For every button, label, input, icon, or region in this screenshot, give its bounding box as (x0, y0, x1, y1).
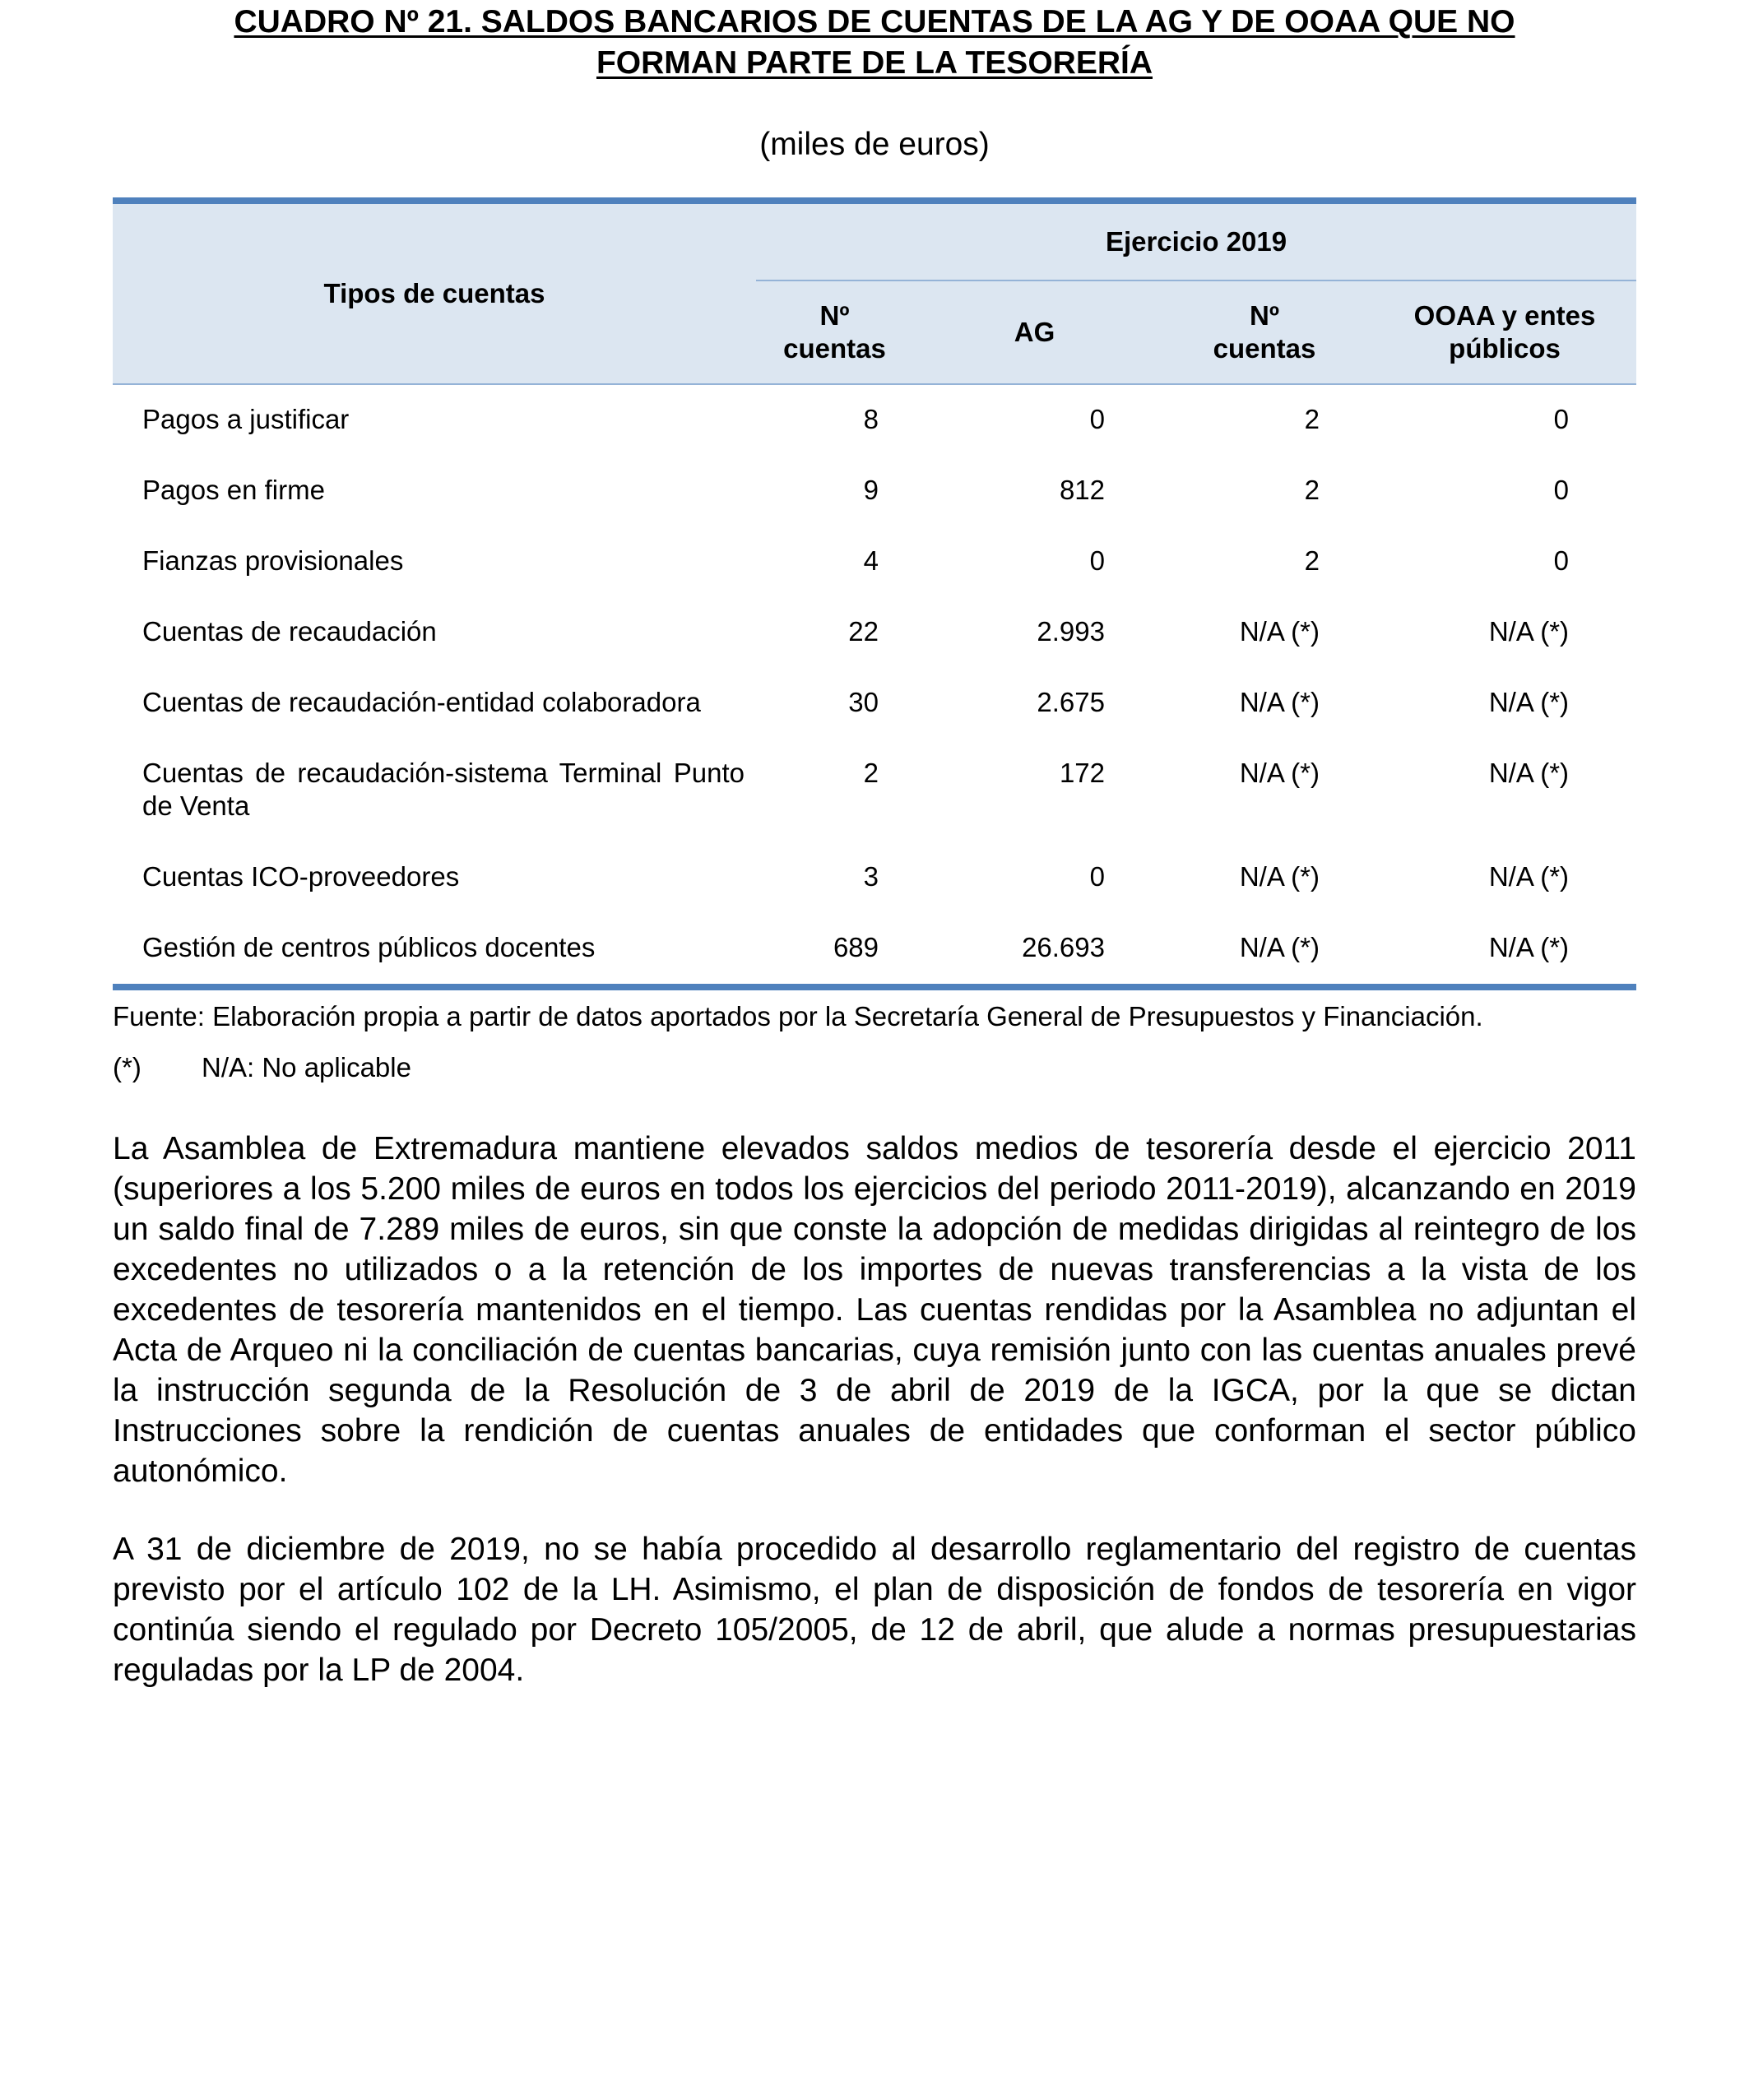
row-label: Pagos en firme (142, 475, 325, 505)
row-label: Gestión de centros públicos docentes (142, 932, 596, 962)
cell-n-cuentas-ag: 8 (863, 404, 879, 434)
cell-n-cuentas-ooaa: N/A (*) (1239, 687, 1320, 717)
cell-ooaa: 0 (1553, 475, 1570, 505)
table-row (113, 913, 1636, 984)
cell-ooaa: 0 (1553, 545, 1570, 576)
cell-ag: 0 (1089, 404, 1105, 434)
table-row (113, 526, 1636, 597)
cell-ag: 0 (1089, 861, 1105, 892)
cell-n-cuentas-ooaa: N/A (*) (1239, 932, 1320, 962)
cell-ooaa: N/A (*) (1488, 616, 1570, 647)
cell-n-cuentas-ag: 9 (863, 475, 879, 505)
header-n-cuentas-ag-line-2: cuentas (783, 333, 886, 364)
cell-n-cuentas-ooaa: 2 (1304, 475, 1320, 505)
header-ag: AG (913, 280, 1156, 384)
table-row (113, 739, 1636, 842)
cell-ag: 26.693 (1022, 932, 1105, 962)
table-row (113, 668, 1636, 739)
cell-n-cuentas-ag: 22 (848, 616, 879, 647)
header-n-cuentas-ag-line-1: Nº (819, 300, 850, 331)
cell-ooaa: N/A (*) (1488, 687, 1570, 717)
header-ooaa-line-1: OOAA y entes (1413, 300, 1596, 331)
row-label: Pagos a justificar (142, 404, 350, 434)
cell-ag: 0 (1089, 545, 1105, 576)
cell-n-cuentas-ag: 30 (848, 687, 879, 717)
cell-ooaa: N/A (*) (1488, 932, 1570, 962)
footnote-text: N/A: No aplicable (202, 1052, 411, 1082)
cell-ag: 172 (1059, 758, 1105, 788)
footnote-mark: (*) (113, 1052, 141, 1082)
cell-ag: 2.993 (1037, 616, 1105, 647)
bank-balances-table (113, 204, 1636, 984)
table-row (113, 842, 1636, 913)
header-n-cuentas-ooaa-line-2: cuentas (1213, 333, 1316, 364)
table-header (113, 204, 1636, 384)
header-tipos-de-cuentas: Tipos de cuentas (113, 204, 756, 384)
row-label: Cuentas de recaudación (142, 616, 437, 647)
cell-ooaa: N/A (*) (1488, 758, 1570, 788)
table-row (113, 456, 1636, 526)
row-label: Cuentas ICO-proveedores (142, 861, 460, 892)
cell-n-cuentas-ag: 3 (863, 861, 879, 892)
table-unit: (miles de euros) (759, 127, 990, 162)
header-n-cuentas-ag (756, 280, 913, 384)
row-label: Cuentas de recaudación-entidad colaboradora (142, 687, 701, 717)
cell-n-cuentas-ag: 4 (863, 545, 879, 576)
cell-n-cuentas-ooaa: 2 (1304, 404, 1320, 434)
table-title (113, 0, 1636, 84)
table-row (113, 597, 1636, 668)
cell-n-cuentas-ooaa: N/A (*) (1239, 758, 1320, 788)
row-label: Cuentas de recaudación-sistema Terminal Punto de Venta (142, 758, 745, 821)
header-ooaa-entes-publicos (1373, 280, 1636, 384)
cell-n-cuentas-ooaa: 2 (1304, 545, 1320, 576)
header-ejercicio-2019: Ejercicio 2019 (756, 204, 1636, 280)
table-frame (113, 197, 1636, 990)
document-page (113, 0, 1636, 1690)
cell-ooaa: N/A (*) (1488, 861, 1570, 892)
cell-n-cuentas-ag: 2 (863, 758, 879, 788)
cell-ag: 812 (1059, 475, 1105, 505)
table-source: Fuente: Elaboración propia a partir de datos aportados por la Secretaría General de Presupuestos y Financiación. (113, 1001, 1483, 1031)
table-footnote (113, 1051, 1636, 1084)
table-title-line-2: FORMAN PARTE DE LA TESORERÍA (596, 45, 1153, 81)
cell-ooaa: 0 (1553, 404, 1570, 434)
cell-ag: 2.675 (1037, 687, 1105, 717)
cell-n-cuentas-ooaa: N/A (*) (1239, 616, 1320, 647)
header-n-cuentas-ooaa (1156, 280, 1373, 384)
cell-n-cuentas-ag: 689 (833, 932, 879, 962)
table-row (113, 384, 1636, 456)
header-n-cuentas-ooaa-line-1: Nº (1250, 300, 1279, 331)
header-ooaa-line-2: públicos (1449, 333, 1561, 364)
body-paragraph-1: La Asamblea de Extremadura mantiene elevados saldos medios de tesorería desde el ejercicio 2011 (superiores a los 5.200 miles de euros en todos los ejercicios del periodo 2011-2019), alcanzando en 2019 un saldo final de 7.289 miles de euros, sin que conste la adopción de medidas dirigidas al reintegro de los excedentes no utilizados o a la retención de los importes de nuevas transferencias a la vista de los excedentes de tesorería mantenidos en el tiempo. Las cuentas rendidas por la Asamblea no adjuntan el Acta de Arqueo ni la conciliación de cuentas bancarias, cuya remisión junto con las cuentas anuales prevé la instrucción segunda de la Resolución de 3 de abril de 2019 de la IGCA, por la que se dictan Instrucciones sobre la rendición de cuentas anuales de entidades que conforman el sector público autonómico. (113, 1131, 1636, 1489)
table-title-line-1: CUADRO Nº 21. SALDOS BANCARIOS DE CUENTAS DE LA AG Y DE OOAA QUE NO (234, 4, 1515, 39)
table-body (113, 384, 1636, 984)
body-paragraph-2: A 31 de diciembre de 2019, no se había procedido al desarrollo reglamentario del registro de cuentas previsto por el artículo 102 de la LH. Asimismo, el plan de disposición de fondos de tesorería en vigor continúa siendo el regulado por Decreto 105/2005, de 12 de abril, que alude a normas presupuestarias reguladas por la LP de 2004. (113, 1532, 1636, 1688)
cell-n-cuentas-ooaa: N/A (*) (1239, 861, 1320, 892)
row-label: Fianzas provisionales (142, 545, 404, 576)
